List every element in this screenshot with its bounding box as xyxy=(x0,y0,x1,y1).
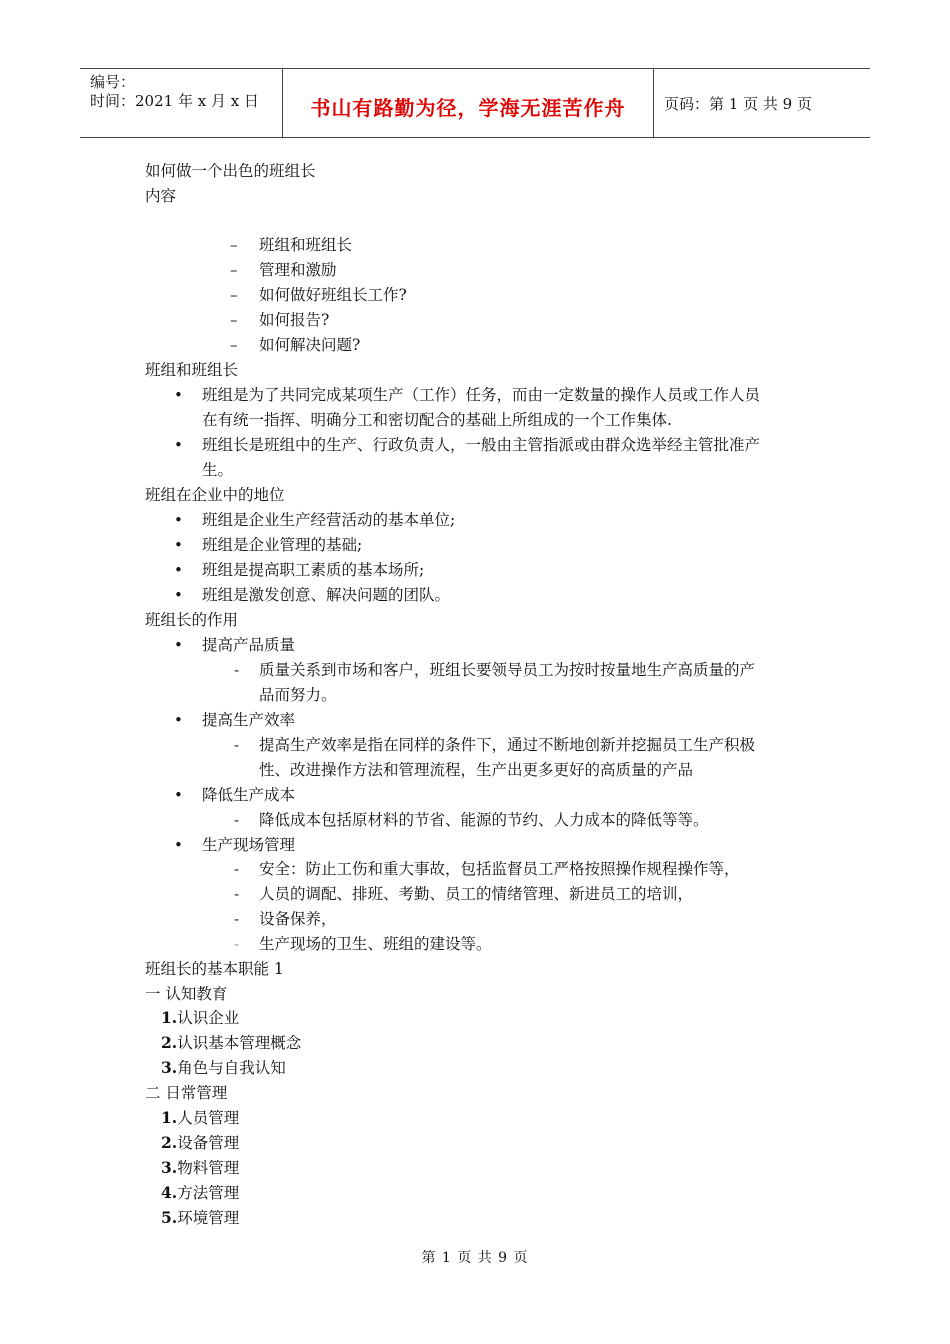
toc-item: 如何做好班组长工作? xyxy=(259,286,407,304)
section-heading: 班组在企业中的地位 xyxy=(145,486,285,504)
paragraph-line: 降低成本包括原材料的节省、能源的节约、人力成本的降低等等。 xyxy=(259,811,709,829)
document-header xyxy=(80,68,870,138)
item-text: 认识企业 xyxy=(177,1009,240,1027)
toc-item: 如何解决问题? xyxy=(259,336,361,354)
item-number: 3. xyxy=(161,1058,178,1077)
bullet-icon: • xyxy=(174,786,183,804)
item-number: 1. xyxy=(161,1008,178,1027)
paragraph-line: 在有统一指挥、明确分工和密切配合的基础上所组成的一个工作集体. xyxy=(202,411,672,429)
list-item: 班组是提高职工素质的基本场所; xyxy=(202,561,425,579)
bullet-icon: • xyxy=(174,836,183,854)
dash-bullet: – xyxy=(230,336,238,354)
toc-item: 班组和班组长 xyxy=(259,236,353,254)
paragraph-line: 设备保养， xyxy=(259,910,337,928)
list-item: 班组是企业管理的基础; xyxy=(202,536,363,554)
bullet-icon: • xyxy=(174,586,183,604)
list-item: 班组是激发创意、解决问题的团队。 xyxy=(202,586,451,604)
item-text: 物料管理 xyxy=(177,1159,240,1177)
item-text: 设备管理 xyxy=(177,1134,240,1152)
dash-bullet: - xyxy=(234,860,240,878)
paragraph-line: 品而努力。 xyxy=(259,686,337,704)
section-heading: 班组和班组长 xyxy=(145,361,239,379)
contents-label: 内容 xyxy=(145,187,177,205)
paragraph-line: 生。 xyxy=(202,461,234,479)
dash-bullet: – xyxy=(230,311,238,329)
header-motto-cell xyxy=(283,69,654,137)
item-text: 人员管理 xyxy=(177,1109,240,1127)
item-text: 环境管理 xyxy=(177,1209,240,1227)
dash-bullet: - xyxy=(234,935,240,953)
numbered-item xyxy=(161,1208,239,1228)
paragraph-line: 质量关系到市场和客户，班组长要领导员工为按时按量地生产高质量的产 xyxy=(259,661,756,679)
header-meta-cell xyxy=(80,69,283,137)
item-number: 2. xyxy=(161,1133,178,1152)
page-code: 页码：第 1 页 共 9 页 xyxy=(664,95,812,113)
numbered-item xyxy=(161,1058,286,1078)
paragraph-line: 人员的调配、排班、考勤、员工的情绪管理、新进员工的培训， xyxy=(259,885,694,903)
section-heading: 班组长的作用 xyxy=(145,611,239,629)
numbered-item xyxy=(161,1158,239,1178)
dash-bullet: - xyxy=(234,661,240,679)
header-page-cell xyxy=(654,69,870,137)
item-text: 角色与自我认知 xyxy=(177,1059,286,1077)
motto: 书山有路勤为径，学海无涯苦作舟 xyxy=(310,96,626,120)
paragraph-line: 提高生产效率是指在同样的条件下，通过不断地创新并挖掘员工生产积极 xyxy=(259,736,756,754)
paragraph-line: 安全：防止工伤和重大事故，包括监督员工严格按照操作规程操作等， xyxy=(259,860,740,878)
item-number: 2. xyxy=(161,1033,178,1052)
item-number: 1. xyxy=(161,1108,178,1127)
item-number: 4. xyxy=(161,1183,178,1202)
bullet-icon: • xyxy=(174,436,183,454)
subsection-heading: 二 日常管理 xyxy=(145,1084,228,1102)
bullet-icon: • xyxy=(174,711,183,729)
list-item: 提高生产效率 xyxy=(202,711,296,729)
numbered-item xyxy=(161,1033,301,1053)
paragraph-line: 生产现场的卫生、班组的建设等。 xyxy=(259,935,492,953)
item-text: 认识基本管理概念 xyxy=(177,1034,302,1052)
number-label: 编号： xyxy=(90,73,136,91)
list-item: 生产现场管理 xyxy=(202,836,296,854)
bullet-icon: • xyxy=(174,511,183,529)
dash-bullet: – xyxy=(230,261,238,279)
dash-bullet: - xyxy=(234,736,240,754)
time-label: 时间：2021 年 x 月 x 日 xyxy=(90,92,259,110)
numbered-item xyxy=(161,1183,239,1203)
numbered-item xyxy=(161,1133,239,1153)
item-text: 方法管理 xyxy=(177,1184,240,1202)
bullet-icon: • xyxy=(174,536,183,554)
toc-item: 如何报告? xyxy=(259,311,330,329)
list-item: 提高产品质量 xyxy=(202,636,296,654)
dash-bullet: - xyxy=(234,885,240,903)
list-item: 降低生产成本 xyxy=(202,786,296,804)
page-footer: 第 1 页 共 9 页 xyxy=(421,1250,529,1266)
subsection-heading: 一 认知教育 xyxy=(145,985,228,1003)
page-title: 如何做一个出色的班组长 xyxy=(145,162,316,180)
toc-item: 管理和激励 xyxy=(259,261,337,279)
item-number: 5. xyxy=(161,1208,178,1227)
bullet-icon: • xyxy=(174,561,183,579)
numbered-item xyxy=(161,1108,239,1128)
paragraph-line: 班组是为了共同完成某项生产（工作）任务，而由一定数量的操作人员或工作人员 xyxy=(202,386,761,404)
dash-bullet: – xyxy=(230,286,238,304)
bullet-icon: • xyxy=(174,386,183,404)
paragraph-line: 班组长是班组中的生产、行政负责人，一般由主管指派或由群众选举经主管批准产 xyxy=(202,436,761,454)
dash-bullet: - xyxy=(234,910,240,928)
paragraph-line: 性、改进操作方法和管理流程，生产出更多更好的高质量的产品 xyxy=(259,761,694,779)
bullet-icon: • xyxy=(174,636,183,654)
list-item: 班组是企业生产经营活动的基本单位; xyxy=(202,511,456,529)
numbered-item xyxy=(161,1008,239,1028)
section-heading: 班组长的基本职能 1 xyxy=(145,960,284,978)
item-number: 3. xyxy=(161,1158,178,1177)
dash-bullet: – xyxy=(230,236,238,254)
dash-bullet: - xyxy=(234,811,240,829)
